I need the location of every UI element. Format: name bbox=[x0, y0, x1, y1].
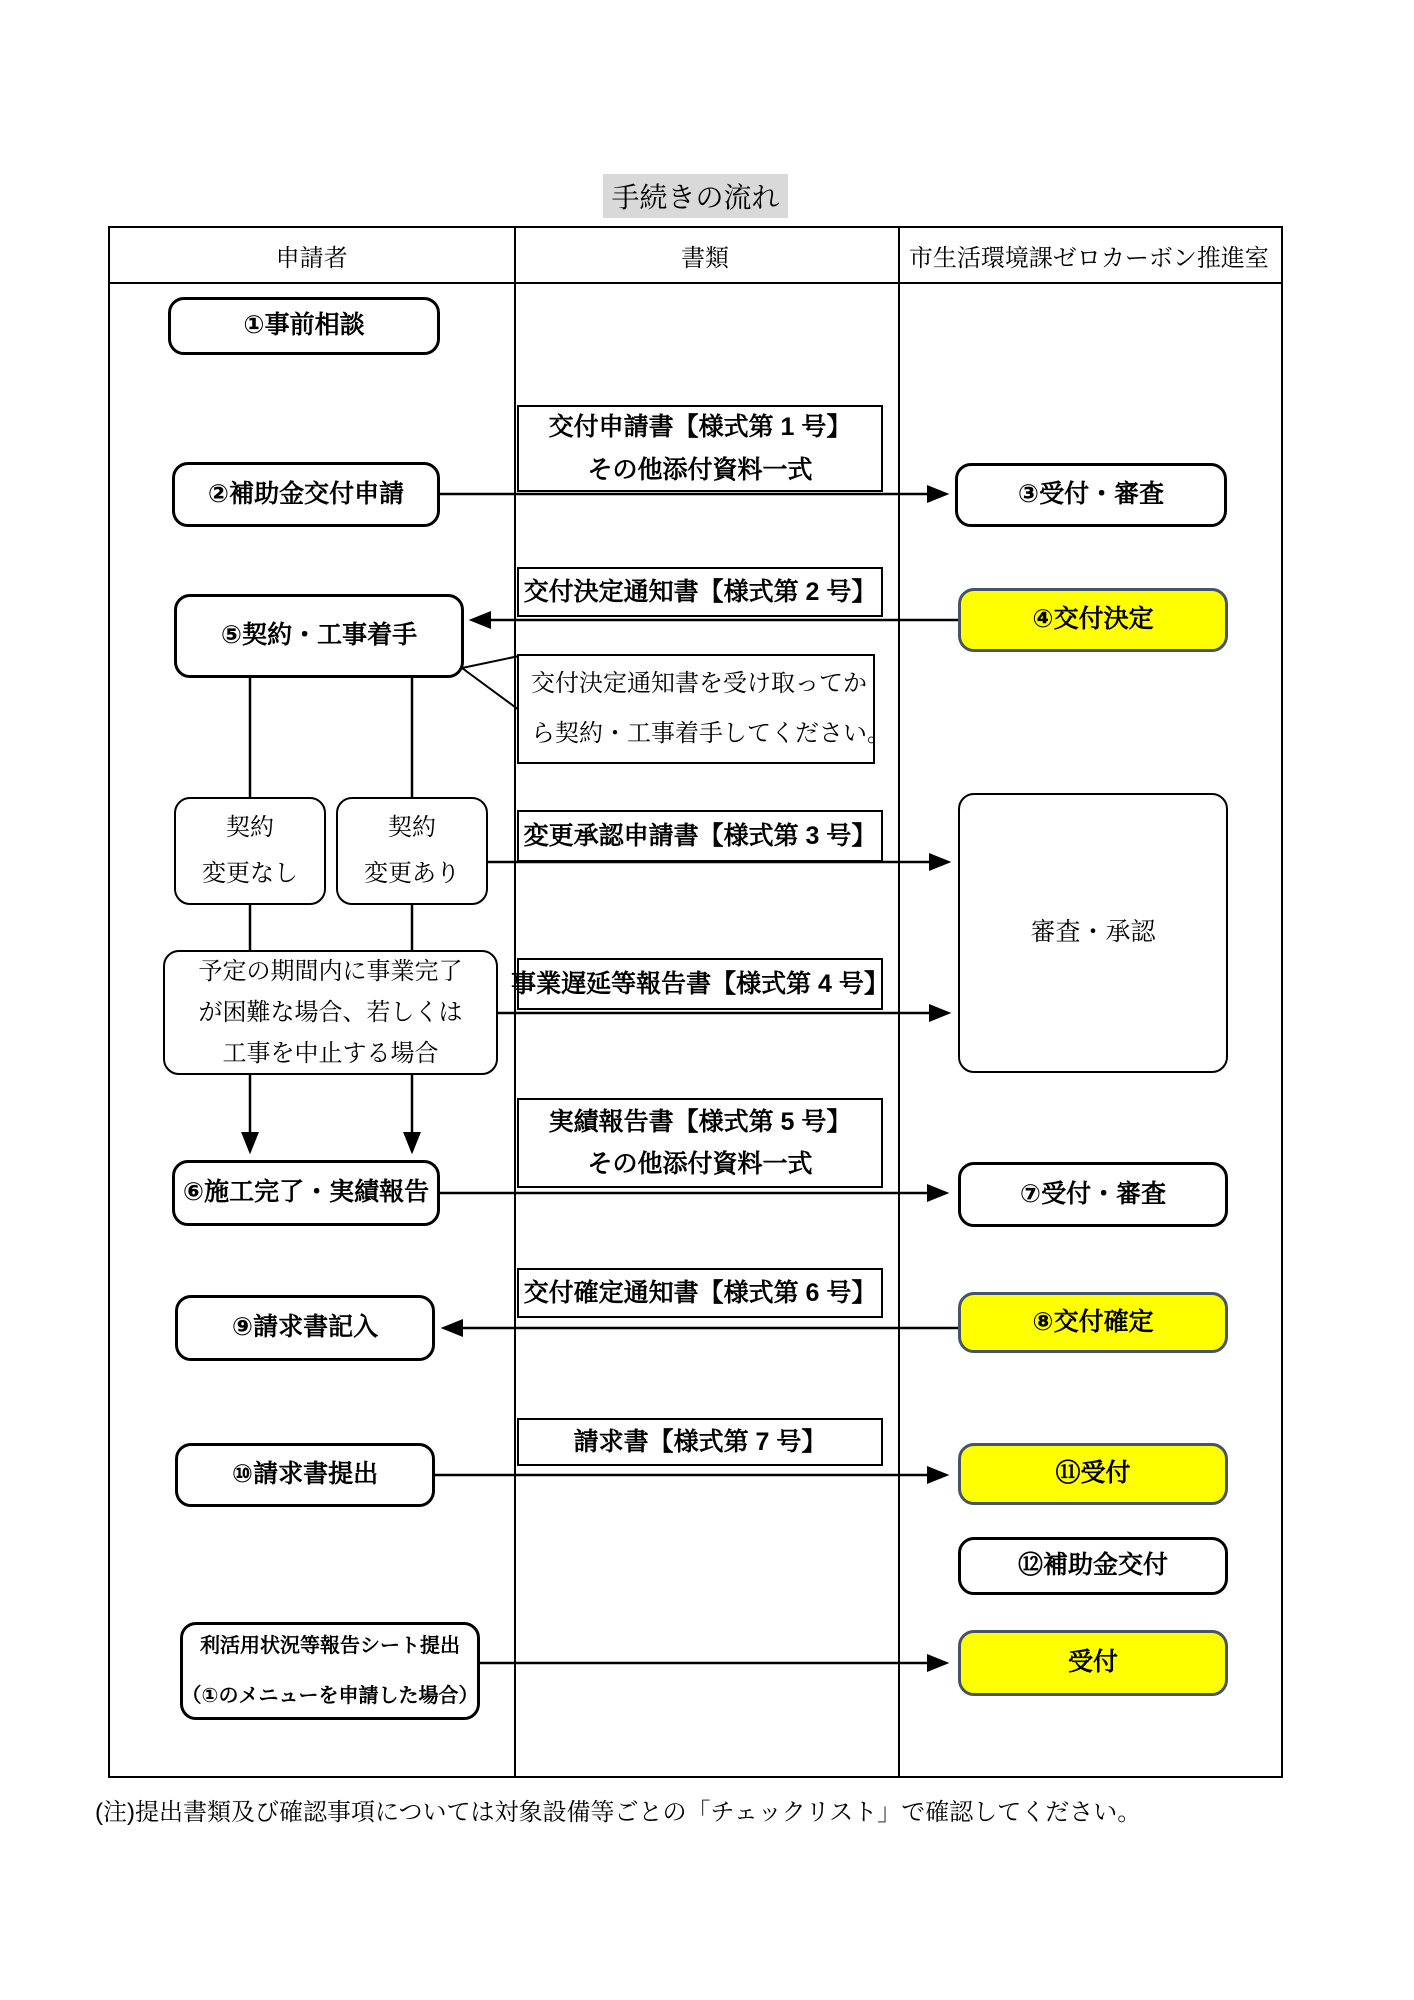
doc-box-application-form: 交付申請書【様式第 1 号】 その他添付資料一式 bbox=[517, 405, 883, 492]
column-divider-2 bbox=[898, 228, 900, 1776]
flow-box-step4-highlighted: ④交付決定 bbox=[958, 588, 1228, 652]
flow-box-contract-change: 契約 変更あり bbox=[336, 797, 488, 905]
column-header-applicant: 申請者 bbox=[275, 244, 348, 272]
flow-box-no-contract-change: 契約 変更なし bbox=[174, 797, 326, 905]
column-header-documents: 書類 bbox=[680, 244, 729, 272]
column-header-office: 市生活環境課ゼロカーボン推進室 bbox=[908, 244, 1269, 272]
flow-box-step7: ⑦受付・審査 bbox=[958, 1162, 1228, 1227]
table-header-row bbox=[110, 228, 1281, 284]
doc-box-final-decision-notice: 交付確定通知書【様式第 6 号】 bbox=[517, 1268, 883, 1318]
flow-box-step9: ⑨請求書記入 bbox=[175, 1295, 435, 1361]
flow-box-step8-highlighted: ⑧交付確定 bbox=[958, 1292, 1228, 1353]
doc-box-result-report: 実績報告書【様式第 5 号】 その他添付資料一式 bbox=[517, 1098, 883, 1188]
flow-box-step11-highlighted: ⑪受付 bbox=[958, 1443, 1228, 1505]
flow-box-usage-report: 利活用状況等報告シート提出 （①のメニューを申請した場合） bbox=[180, 1622, 480, 1720]
doc-box-change-approval: 変更承認申請書【様式第 3 号】 bbox=[517, 810, 883, 862]
doc-box-invoice: 請求書【様式第 7 号】 bbox=[517, 1418, 883, 1466]
flow-box-step5: ⑤契約・工事着手 bbox=[174, 594, 464, 678]
flow-box-review-approval: 審査・承認 bbox=[958, 793, 1228, 1073]
page-title bbox=[0, 174, 1391, 218]
flow-box-step1: ①事前相談 bbox=[168, 297, 440, 355]
flow-box-delay-condition: 予定の期間内に事業完了 が困難な場合、若しくは 工事を中止する場合 bbox=[163, 950, 498, 1075]
page-title-text: 手続きの流れ bbox=[603, 174, 787, 218]
doc-box-decision-notice: 交付決定通知書【様式第 2 号】 bbox=[517, 567, 883, 617]
flow-box-step2: ②補助金交付申請 bbox=[172, 462, 440, 527]
flow-box-step3: ③受付・審査 bbox=[955, 463, 1227, 527]
flow-box-final-receipt-highlighted: 受付 bbox=[958, 1630, 1228, 1696]
flow-box-step6: ⑥施工完了・実績報告 bbox=[172, 1160, 440, 1226]
flow-box-step12: ⑫補助金交付 bbox=[958, 1537, 1228, 1595]
footnote: (注)提出書類及び確認事項については対象設備等ごとの「チェックリスト」で確認してください。 bbox=[95, 1799, 1142, 1826]
note-box-contract-after-notice: 交付決定通知書を受け取ってか ら契約・工事着手してください。 bbox=[517, 654, 875, 764]
doc-box-delay-report: 事業遅延等報告書【様式第 4 号】 bbox=[517, 958, 883, 1010]
flow-box-step10: ⑩請求書提出 bbox=[175, 1443, 435, 1507]
